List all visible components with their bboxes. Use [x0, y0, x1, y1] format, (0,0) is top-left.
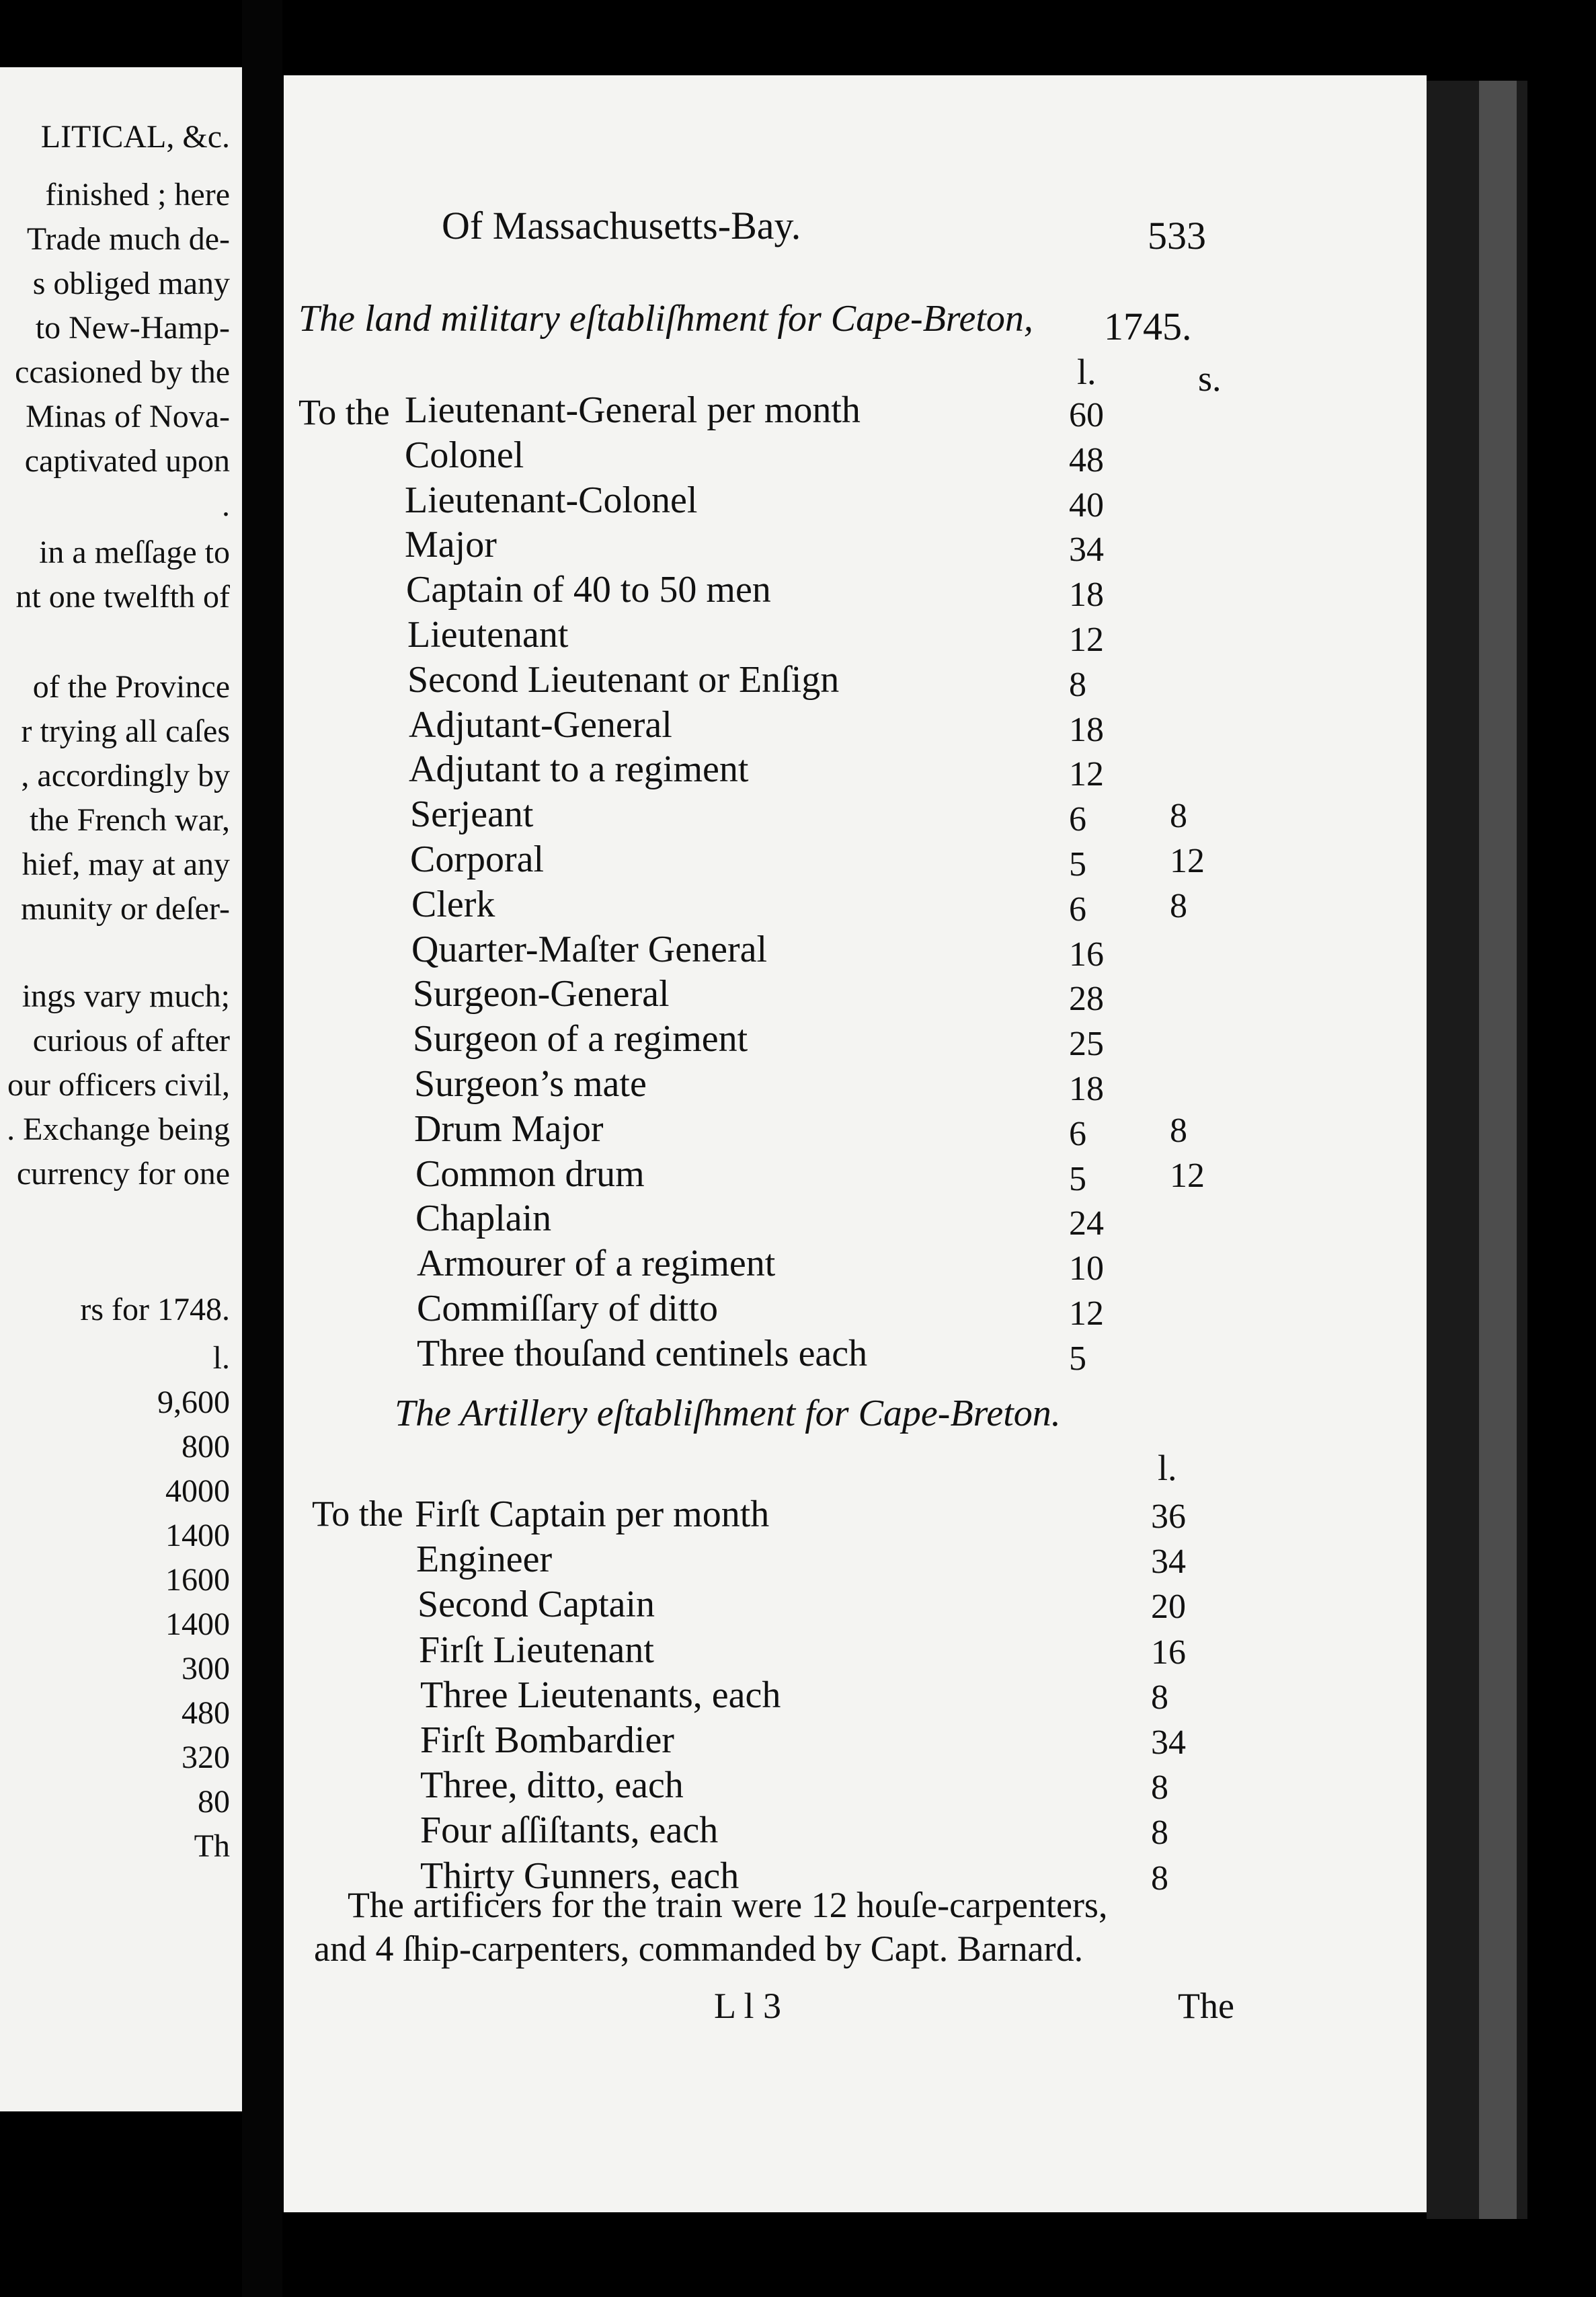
artillery-row-label: Engineer — [416, 1539, 553, 1581]
land-row-pounds: 12 — [1069, 1294, 1104, 1333]
artillery-row-pounds: 16 — [1151, 1633, 1186, 1672]
left-page-line: 1600 — [165, 1562, 230, 1598]
page-number: 533 — [1148, 214, 1206, 258]
left-page-line: Minas of Nova- — [26, 399, 230, 434]
left-page-line: 800 — [182, 1429, 230, 1465]
land-row-label: Three thouſand centinels each — [417, 1332, 868, 1374]
left-page-line: 300 — [182, 1651, 230, 1686]
artillery-row-label: Firſt Lieutenant — [419, 1629, 654, 1671]
land-row-pounds: 10 — [1069, 1249, 1104, 1288]
left-page-line: ccasioned by the — [15, 354, 230, 390]
left-page-line: r trying all caſes — [21, 713, 230, 749]
left-page-line: , accordingly by — [21, 758, 230, 793]
land-row-label: Surgeon’s mate — [414, 1063, 647, 1105]
land-row-pounds: 5 — [1069, 1159, 1086, 1198]
land-row-shillings: 8 — [1170, 797, 1187, 836]
land-row-pounds: 18 — [1069, 710, 1104, 749]
land-establishment-year: 1745. — [1104, 305, 1192, 348]
land-row-label: Surgeon of a regiment — [413, 1018, 748, 1060]
land-row-pounds: 8 — [1069, 665, 1086, 704]
left-page-line: Th — [194, 1828, 230, 1864]
left-page-line: ings vary much; — [22, 978, 230, 1014]
land-row-label: Colonel — [405, 434, 524, 476]
artillery-row-label: Thirty Gunners, each — [420, 1855, 740, 1897]
artillery-row-pounds: 20 — [1151, 1588, 1186, 1627]
land-to-the-prefix: To the — [298, 392, 390, 432]
land-row-shillings: 12 — [1170, 842, 1205, 880]
artificers-line-2: and 4 ſhip-carpenters, commanded by Capt. Barnard. — [314, 1929, 1084, 1969]
artificers-line-1: The artificers for the train were 12 houſe-carpenters, — [348, 1885, 1108, 1925]
artillery-pounds-header: l. — [1158, 1448, 1177, 1488]
land-row-shillings: 8 — [1170, 1111, 1187, 1150]
land-row-shillings: 12 — [1170, 1156, 1205, 1195]
artillery-row-pounds: 8 — [1151, 1859, 1168, 1898]
left-page-line: finished ; here — [45, 177, 230, 212]
land-row-pounds: 60 — [1069, 396, 1104, 434]
land-row-label: Common drum — [415, 1153, 645, 1195]
left-page-line: s obliged many — [32, 266, 230, 301]
artillery-row-label: Three, ditto, each — [420, 1764, 684, 1807]
page-edges-highlight — [1479, 81, 1517, 2219]
artillery-row-label: Firſt Captain per month — [415, 1493, 770, 1535]
left-page-line: LITICAL, &c. — [40, 119, 230, 155]
left-page-line: l. — [212, 1340, 230, 1376]
land-row-pounds: 5 — [1069, 1339, 1086, 1378]
land-row-label: Major — [405, 524, 497, 566]
left-page-line: nt one twelfth of — [15, 579, 230, 615]
land-row-pounds: 5 — [1069, 845, 1086, 884]
left-page-line: captivated upon — [24, 443, 230, 479]
land-row-pounds: 12 — [1069, 755, 1104, 794]
right-page — [284, 75, 1427, 2212]
land-row-label: Captain of 40 to 50 men — [406, 569, 771, 611]
land-row-label: Second Lieutenant or Enſign — [407, 658, 840, 701]
artillery-row-pounds: 34 — [1151, 1723, 1186, 1762]
shillings-column-header: s. — [1198, 358, 1222, 399]
left-page-line: . — [222, 488, 230, 523]
land-row-pounds: 40 — [1069, 485, 1104, 524]
land-row-pounds: 6 — [1069, 800, 1086, 839]
land-row-label: Chaplain — [415, 1198, 552, 1240]
artillery-row-pounds: 8 — [1151, 1768, 1168, 1807]
left-page-line: Trade much de- — [26, 221, 230, 257]
artillery-row-label: Second Captain — [417, 1584, 655, 1626]
catchword: The — [1178, 1986, 1234, 2026]
land-row-label: Serjeant — [410, 793, 534, 836]
artillery-row-pounds: 8 — [1151, 1678, 1168, 1717]
left-page-line: rs for 1748. — [80, 1292, 230, 1327]
signature-mark: L l 3 — [714, 1986, 781, 2026]
left-page-line: of the Province — [32, 669, 230, 705]
artillery-row-pounds: 34 — [1151, 1543, 1186, 1582]
left-page-line: to New-Hamp- — [35, 310, 230, 346]
artillery-establishment-title: The Artillery eſtabliſhment for Cape-Breton. — [395, 1393, 1061, 1434]
artillery-row-pounds: 36 — [1151, 1497, 1186, 1536]
artillery-row-label: Firſt Bombardier — [420, 1719, 674, 1761]
left-page-line: currency for one — [16, 1156, 230, 1192]
land-row-label: Surgeon-General — [413, 973, 670, 1015]
land-row-pounds: 6 — [1069, 890, 1086, 929]
land-row-label: Lieutenant — [407, 614, 569, 656]
left-page-line: curious of after — [32, 1023, 230, 1058]
land-row-label: Corporal — [410, 839, 545, 880]
land-establishment-title: The land military eſtabliſhment for Cape-Breton, — [298, 298, 1033, 340]
left-page-line: 1400 — [165, 1518, 230, 1553]
artillery-row-label: Three Lieutenants, each — [420, 1674, 781, 1716]
left-page-line: 480 — [182, 1695, 230, 1731]
land-row-label: Adjutant to a regiment — [409, 748, 749, 791]
artillery-row-label: Four aſſiſtants, each — [420, 1809, 719, 1852]
pounds-column-header: l. — [1077, 352, 1096, 392]
land-row-label: Drum Major — [414, 1107, 604, 1150]
land-row-label: Lieutenant-Colonel — [405, 479, 698, 521]
land-row-pounds: 16 — [1069, 935, 1104, 974]
land-row-label: Quarter-Maſter General — [411, 928, 768, 970]
book-spine — [242, 0, 282, 2297]
land-row-pounds: 48 — [1069, 440, 1104, 479]
left-page-line: 1400 — [165, 1606, 230, 1642]
land-row-pounds: 24 — [1069, 1204, 1104, 1243]
land-row-pounds: 34 — [1069, 531, 1104, 570]
land-row-pounds: 6 — [1069, 1114, 1086, 1153]
land-row-pounds: 18 — [1069, 1070, 1104, 1108]
left-page-line: 4000 — [165, 1473, 230, 1509]
running-title: Of Massachusetts-Bay. — [442, 204, 801, 247]
land-row-label: Commiſſary of ditto — [417, 1288, 718, 1329]
left-page-line: hief, may at any — [22, 847, 230, 882]
left-page-line: . Exchange being — [7, 1112, 230, 1147]
land-row-label: Armourer of a regiment — [417, 1243, 776, 1285]
land-row-pounds: 25 — [1069, 1025, 1104, 1064]
land-row-shillings: 8 — [1170, 886, 1187, 925]
left-page-line: the French war, — [30, 802, 230, 838]
land-row-label: Lieutenant-General per month — [405, 389, 861, 431]
left-page-fragment — [0, 67, 242, 2111]
left-page-line: in a meſſage to — [39, 535, 230, 570]
left-page-line: 9,600 — [157, 1385, 230, 1420]
artillery-to-the-prefix: To the — [312, 1493, 403, 1534]
left-page-line: munity or deſer- — [21, 891, 230, 927]
left-page-line: 80 — [198, 1784, 230, 1820]
land-row-pounds: 28 — [1069, 980, 1104, 1019]
left-page-line: our officers civil, — [7, 1067, 230, 1103]
artillery-row-pounds: 8 — [1151, 1814, 1168, 1853]
land-row-pounds: 18 — [1069, 576, 1104, 615]
land-row-label: Clerk — [411, 883, 495, 925]
land-row-pounds: 12 — [1069, 621, 1104, 659]
left-page-line: 320 — [182, 1740, 230, 1775]
land-row-label: Adjutant-General — [409, 703, 672, 746]
